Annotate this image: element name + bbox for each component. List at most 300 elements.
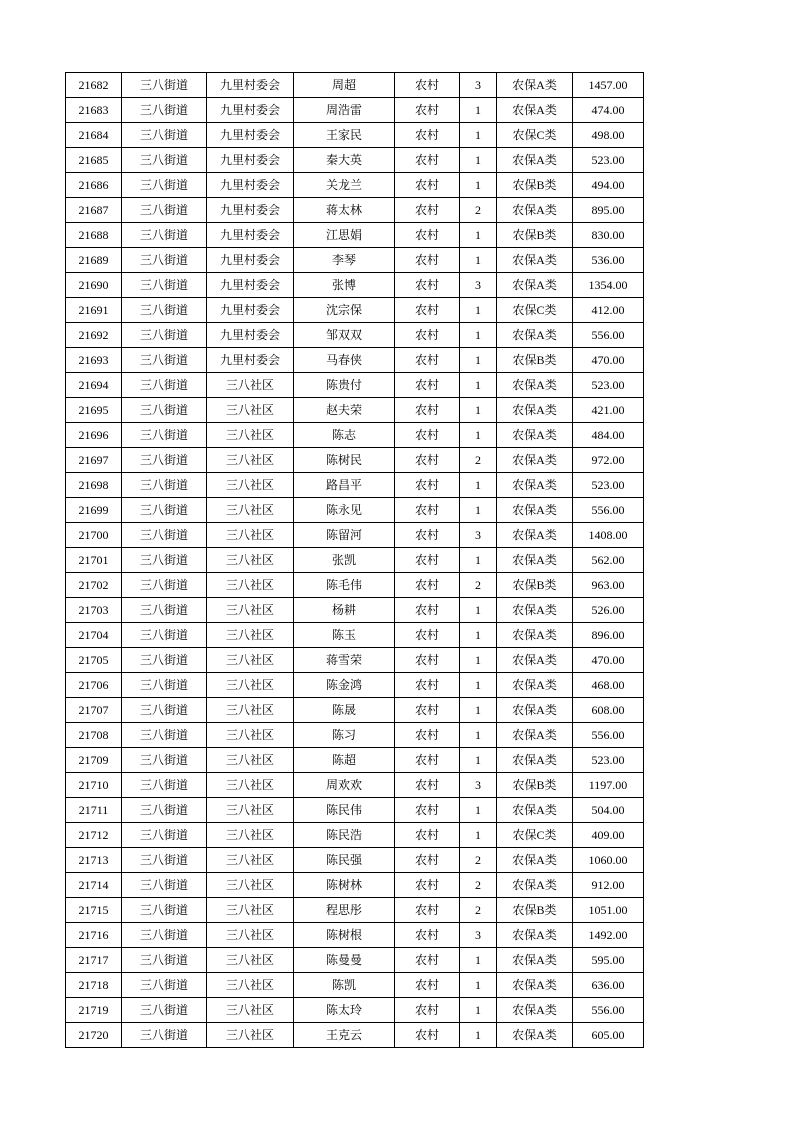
cell-name: 邹双双: [294, 323, 395, 348]
cell-type: 农村: [395, 248, 460, 273]
cell-name: 陈超: [294, 748, 395, 773]
cell-street: 三八街道: [122, 223, 207, 248]
cell-amount: 409.00: [573, 823, 644, 848]
cell-amount: 498.00: [573, 123, 644, 148]
cell-type: 农村: [395, 823, 460, 848]
cell-amount: 470.00: [573, 648, 644, 673]
table-row: [66, 973, 644, 998]
cell-id: 21684: [66, 123, 122, 148]
cell-amount: 830.00: [573, 223, 644, 248]
cell-street: 三八街道: [122, 173, 207, 198]
table-row: [66, 698, 644, 723]
cell-name: 王克云: [294, 1023, 395, 1048]
cell-name: 陈太玲: [294, 998, 395, 1023]
cell-street: 三八街道: [122, 748, 207, 773]
table-body: [66, 73, 644, 1048]
cell-name: 陈毛伟: [294, 573, 395, 598]
cell-village: 三八社区: [207, 398, 294, 423]
cell-name: 陈玉: [294, 623, 395, 648]
cell-amount: 556.00: [573, 323, 644, 348]
cell-category: 农保B类: [497, 898, 573, 923]
cell-type: 农村: [395, 423, 460, 448]
cell-id: 21683: [66, 98, 122, 123]
cell-category: 农保A类: [497, 523, 573, 548]
cell-type: 农村: [395, 373, 460, 398]
cell-name: 陈留河: [294, 523, 395, 548]
cell-count: 1: [460, 423, 497, 448]
cell-type: 农村: [395, 448, 460, 473]
cell-count: 2: [460, 848, 497, 873]
cell-id: 21708: [66, 723, 122, 748]
cell-street: 三八街道: [122, 923, 207, 948]
table-row: [66, 498, 644, 523]
cell-name: 杨耕: [294, 598, 395, 623]
cell-id: 21712: [66, 823, 122, 848]
cell-type: 农村: [395, 898, 460, 923]
cell-count: 3: [460, 273, 497, 298]
cell-id: 21695: [66, 398, 122, 423]
cell-amount: 523.00: [573, 148, 644, 173]
cell-type: 农村: [395, 723, 460, 748]
cell-id: 21698: [66, 473, 122, 498]
cell-village: 三八社区: [207, 748, 294, 773]
cell-count: 2: [460, 198, 497, 223]
cell-amount: 536.00: [573, 248, 644, 273]
cell-id: 21688: [66, 223, 122, 248]
cell-village: 三八社区: [207, 723, 294, 748]
cell-type: 农村: [395, 123, 460, 148]
cell-amount: 523.00: [573, 748, 644, 773]
cell-village: 三八社区: [207, 498, 294, 523]
cell-amount: 636.00: [573, 973, 644, 998]
cell-category: 农保A类: [497, 448, 573, 473]
cell-amount: 468.00: [573, 673, 644, 698]
cell-id: 21694: [66, 373, 122, 398]
cell-amount: 1457.00: [573, 73, 644, 98]
table-row: [66, 573, 644, 598]
cell-village: 三八社区: [207, 1023, 294, 1048]
cell-id: 21693: [66, 348, 122, 373]
cell-count: 1: [460, 1023, 497, 1048]
cell-id: 21715: [66, 898, 122, 923]
cell-category: 农保A类: [497, 473, 573, 498]
cell-count: 1: [460, 373, 497, 398]
cell-id: 21720: [66, 1023, 122, 1048]
table-row: [66, 348, 644, 373]
table-row: [66, 398, 644, 423]
cell-name: 蒋雪荣: [294, 648, 395, 673]
cell-name: 陈习: [294, 723, 395, 748]
cell-count: 1: [460, 698, 497, 723]
cell-street: 三八街道: [122, 473, 207, 498]
cell-category: 农保A类: [497, 148, 573, 173]
cell-amount: 484.00: [573, 423, 644, 448]
cell-type: 农村: [395, 398, 460, 423]
table-row: [66, 873, 644, 898]
cell-village: 三八社区: [207, 898, 294, 923]
cell-category: 农保A类: [497, 598, 573, 623]
cell-type: 农村: [395, 698, 460, 723]
cell-village: 九里村委会: [207, 298, 294, 323]
cell-name: 陈民伟: [294, 798, 395, 823]
cell-category: 农保C类: [497, 823, 573, 848]
cell-village: 三八社区: [207, 848, 294, 873]
table-row: [66, 773, 644, 798]
cell-village: 三八社区: [207, 948, 294, 973]
cell-name: 沈宗保: [294, 298, 395, 323]
cell-village: 九里村委会: [207, 123, 294, 148]
table-row: [66, 823, 644, 848]
cell-category: 农保A类: [497, 723, 573, 748]
cell-category: 农保A类: [497, 998, 573, 1023]
cell-type: 农村: [395, 948, 460, 973]
cell-street: 三八街道: [122, 773, 207, 798]
cell-category: 农保B类: [497, 573, 573, 598]
cell-street: 三八街道: [122, 948, 207, 973]
cell-name: 江思娟: [294, 223, 395, 248]
cell-id: 21707: [66, 698, 122, 723]
cell-count: 1: [460, 798, 497, 823]
cell-amount: 474.00: [573, 98, 644, 123]
cell-id: 21689: [66, 248, 122, 273]
cell-id: 21697: [66, 448, 122, 473]
cell-village: 三八社区: [207, 923, 294, 948]
cell-name: 路昌平: [294, 473, 395, 498]
cell-type: 农村: [395, 548, 460, 573]
cell-category: 农保B类: [497, 223, 573, 248]
table-row: [66, 623, 644, 648]
cell-street: 三八街道: [122, 423, 207, 448]
cell-street: 三八街道: [122, 723, 207, 748]
cell-id: 21719: [66, 998, 122, 1023]
cell-street: 三八街道: [122, 248, 207, 273]
cell-category: 农保A类: [497, 798, 573, 823]
cell-count: 1: [460, 498, 497, 523]
table-row: [66, 198, 644, 223]
cell-type: 农村: [395, 198, 460, 223]
cell-name: 陈晟: [294, 698, 395, 723]
cell-count: 1: [460, 298, 497, 323]
cell-category: 农保A类: [497, 748, 573, 773]
cell-village: 九里村委会: [207, 248, 294, 273]
cell-id: 21691: [66, 298, 122, 323]
cell-street: 三八街道: [122, 798, 207, 823]
cell-count: 1: [460, 548, 497, 573]
cell-category: 农保A类: [497, 398, 573, 423]
cell-street: 三八街道: [122, 123, 207, 148]
cell-type: 农村: [395, 1023, 460, 1048]
cell-count: 1: [460, 173, 497, 198]
cell-type: 农村: [395, 923, 460, 948]
table-row: [66, 548, 644, 573]
cell-id: 21696: [66, 423, 122, 448]
cell-village: 三八社区: [207, 473, 294, 498]
cell-amount: 526.00: [573, 598, 644, 623]
table-row: [66, 73, 644, 98]
cell-amount: 912.00: [573, 873, 644, 898]
table-row: [66, 248, 644, 273]
cell-category: 农保B类: [497, 348, 573, 373]
cell-type: 农村: [395, 873, 460, 898]
cell-amount: 412.00: [573, 298, 644, 323]
cell-amount: 1492.00: [573, 923, 644, 948]
cell-count: 1: [460, 973, 497, 998]
cell-amount: 1060.00: [573, 848, 644, 873]
cell-amount: 963.00: [573, 573, 644, 598]
table-row: [66, 473, 644, 498]
cell-type: 农村: [395, 98, 460, 123]
cell-name: 陈树根: [294, 923, 395, 948]
cell-village: 三八社区: [207, 773, 294, 798]
cell-name: 周浩雷: [294, 98, 395, 123]
cell-name: 王家民: [294, 123, 395, 148]
cell-category: 农保A类: [497, 623, 573, 648]
cell-amount: 1051.00: [573, 898, 644, 923]
cell-count: 2: [460, 873, 497, 898]
cell-id: 21713: [66, 848, 122, 873]
cell-village: 九里村委会: [207, 98, 294, 123]
cell-count: 1: [460, 598, 497, 623]
cell-name: 李琴: [294, 248, 395, 273]
cell-id: 21703: [66, 598, 122, 623]
cell-name: 周欢欢: [294, 773, 395, 798]
cell-type: 农村: [395, 848, 460, 873]
cell-type: 农村: [395, 223, 460, 248]
cell-name: 陈永见: [294, 498, 395, 523]
cell-count: 1: [460, 348, 497, 373]
cell-count: 1: [460, 248, 497, 273]
cell-name: 陈树林: [294, 873, 395, 898]
cell-street: 三八街道: [122, 148, 207, 173]
cell-amount: 896.00: [573, 623, 644, 648]
cell-id: 21687: [66, 198, 122, 223]
table-row: [66, 148, 644, 173]
cell-name: 陈志: [294, 423, 395, 448]
cell-count: 3: [460, 773, 497, 798]
table-row: [66, 298, 644, 323]
cell-amount: 608.00: [573, 698, 644, 723]
table-row: [66, 998, 644, 1023]
cell-street: 三八街道: [122, 98, 207, 123]
cell-type: 农村: [395, 473, 460, 498]
cell-street: 三八街道: [122, 523, 207, 548]
cell-id: 21692: [66, 323, 122, 348]
cell-name: 关龙兰: [294, 173, 395, 198]
cell-count: 1: [460, 98, 497, 123]
cell-category: 农保A类: [497, 198, 573, 223]
cell-id: 21685: [66, 148, 122, 173]
cell-amount: 556.00: [573, 998, 644, 1023]
cell-street: 三八街道: [122, 598, 207, 623]
cell-type: 农村: [395, 298, 460, 323]
cell-count: 1: [460, 223, 497, 248]
cell-street: 三八街道: [122, 1023, 207, 1048]
cell-village: 三八社区: [207, 423, 294, 448]
cell-village: 三八社区: [207, 523, 294, 548]
cell-type: 农村: [395, 648, 460, 673]
table-row: [66, 323, 644, 348]
cell-name: 陈金鸿: [294, 673, 395, 698]
cell-village: 九里村委会: [207, 173, 294, 198]
cell-id: 21718: [66, 973, 122, 998]
cell-amount: 494.00: [573, 173, 644, 198]
table-row: [66, 1023, 644, 1048]
cell-type: 农村: [395, 573, 460, 598]
cell-amount: 556.00: [573, 723, 644, 748]
cell-count: 1: [460, 748, 497, 773]
cell-street: 三八街道: [122, 673, 207, 698]
cell-name: 陈民强: [294, 848, 395, 873]
cell-id: 21711: [66, 798, 122, 823]
cell-amount: 1197.00: [573, 773, 644, 798]
cell-name: 陈民浩: [294, 823, 395, 848]
cell-count: 1: [460, 123, 497, 148]
cell-type: 农村: [395, 148, 460, 173]
cell-count: 3: [460, 523, 497, 548]
cell-street: 三八街道: [122, 298, 207, 323]
cell-id: 21686: [66, 173, 122, 198]
cell-id: 21710: [66, 773, 122, 798]
cell-village: 九里村委会: [207, 348, 294, 373]
cell-type: 农村: [395, 73, 460, 98]
cell-count: 1: [460, 323, 497, 348]
cell-category: 农保A类: [497, 1023, 573, 1048]
table-row: [66, 798, 644, 823]
table-row: [66, 223, 644, 248]
table-row: [66, 723, 644, 748]
cell-amount: 421.00: [573, 398, 644, 423]
cell-village: 三八社区: [207, 798, 294, 823]
cell-id: 21704: [66, 623, 122, 648]
table-row: [66, 648, 644, 673]
cell-amount: 562.00: [573, 548, 644, 573]
table-row: [66, 423, 644, 448]
cell-category: 农保A类: [497, 548, 573, 573]
cell-name: 马春侠: [294, 348, 395, 373]
cell-category: 农保A类: [497, 673, 573, 698]
cell-village: 九里村委会: [207, 198, 294, 223]
cell-village: 三八社区: [207, 573, 294, 598]
cell-street: 三八街道: [122, 623, 207, 648]
cell-name: 陈凯: [294, 973, 395, 998]
table-row: [66, 948, 644, 973]
cell-village: 九里村委会: [207, 73, 294, 98]
cell-id: 21714: [66, 873, 122, 898]
cell-type: 农村: [395, 348, 460, 373]
cell-name: 周超: [294, 73, 395, 98]
table-row: [66, 98, 644, 123]
cell-village: 三八社区: [207, 623, 294, 648]
cell-street: 三八街道: [122, 973, 207, 998]
cell-street: 三八街道: [122, 848, 207, 873]
cell-category: 农保B类: [497, 773, 573, 798]
cell-category: 农保A类: [497, 973, 573, 998]
cell-street: 三八街道: [122, 348, 207, 373]
cell-amount: 605.00: [573, 1023, 644, 1048]
cell-id: 21705: [66, 648, 122, 673]
cell-village: 三八社区: [207, 548, 294, 573]
cell-name: 程思彤: [294, 898, 395, 923]
cell-count: 1: [460, 398, 497, 423]
cell-category: 农保A类: [497, 648, 573, 673]
cell-id: 21682: [66, 73, 122, 98]
table-row: [66, 898, 644, 923]
cell-category: 农保B类: [497, 173, 573, 198]
cell-count: 3: [460, 73, 497, 98]
cell-amount: 523.00: [573, 373, 644, 398]
cell-name: 秦大英: [294, 148, 395, 173]
cell-id: 21717: [66, 948, 122, 973]
table-row: [66, 373, 644, 398]
cell-category: 农保A类: [497, 273, 573, 298]
cell-type: 农村: [395, 798, 460, 823]
cell-count: 1: [460, 473, 497, 498]
cell-category: 农保A类: [497, 423, 573, 448]
cell-amount: 523.00: [573, 473, 644, 498]
cell-count: 1: [460, 723, 497, 748]
cell-amount: 556.00: [573, 498, 644, 523]
table-row: [66, 923, 644, 948]
cell-category: 农保A类: [497, 373, 573, 398]
cell-street: 三八街道: [122, 448, 207, 473]
cell-street: 三八街道: [122, 273, 207, 298]
cell-count: 1: [460, 948, 497, 973]
cell-type: 农村: [395, 598, 460, 623]
cell-street: 三八街道: [122, 398, 207, 423]
cell-village: 三八社区: [207, 598, 294, 623]
cell-street: 三八街道: [122, 323, 207, 348]
benefits-table: [65, 72, 644, 1048]
cell-name: 张凯: [294, 548, 395, 573]
table-row: [66, 523, 644, 548]
cell-village: 三八社区: [207, 823, 294, 848]
cell-name: 张博: [294, 273, 395, 298]
cell-street: 三八街道: [122, 823, 207, 848]
cell-category: 农保A类: [497, 923, 573, 948]
cell-count: 1: [460, 623, 497, 648]
cell-street: 三八街道: [122, 548, 207, 573]
table-row: [66, 273, 644, 298]
cell-id: 21716: [66, 923, 122, 948]
cell-street: 三八街道: [122, 698, 207, 723]
cell-id: 21701: [66, 548, 122, 573]
cell-count: 1: [460, 148, 497, 173]
cell-village: 三八社区: [207, 873, 294, 898]
cell-street: 三八街道: [122, 898, 207, 923]
cell-category: 农保C类: [497, 123, 573, 148]
cell-category: 农保A类: [497, 498, 573, 523]
cell-village: 九里村委会: [207, 273, 294, 298]
cell-amount: 1354.00: [573, 273, 644, 298]
cell-village: 三八社区: [207, 648, 294, 673]
cell-count: 2: [460, 448, 497, 473]
cell-type: 农村: [395, 623, 460, 648]
cell-category: 农保A类: [497, 73, 573, 98]
cell-count: 2: [460, 573, 497, 598]
cell-street: 三八街道: [122, 873, 207, 898]
cell-type: 农村: [395, 748, 460, 773]
cell-village: 三八社区: [207, 698, 294, 723]
cell-count: 1: [460, 998, 497, 1023]
cell-name: 蒋太林: [294, 198, 395, 223]
cell-count: 1: [460, 648, 497, 673]
cell-count: 2: [460, 898, 497, 923]
cell-id: 21709: [66, 748, 122, 773]
cell-category: 农保A类: [497, 848, 573, 873]
cell-street: 三八街道: [122, 573, 207, 598]
cell-count: 1: [460, 673, 497, 698]
table-row: [66, 448, 644, 473]
